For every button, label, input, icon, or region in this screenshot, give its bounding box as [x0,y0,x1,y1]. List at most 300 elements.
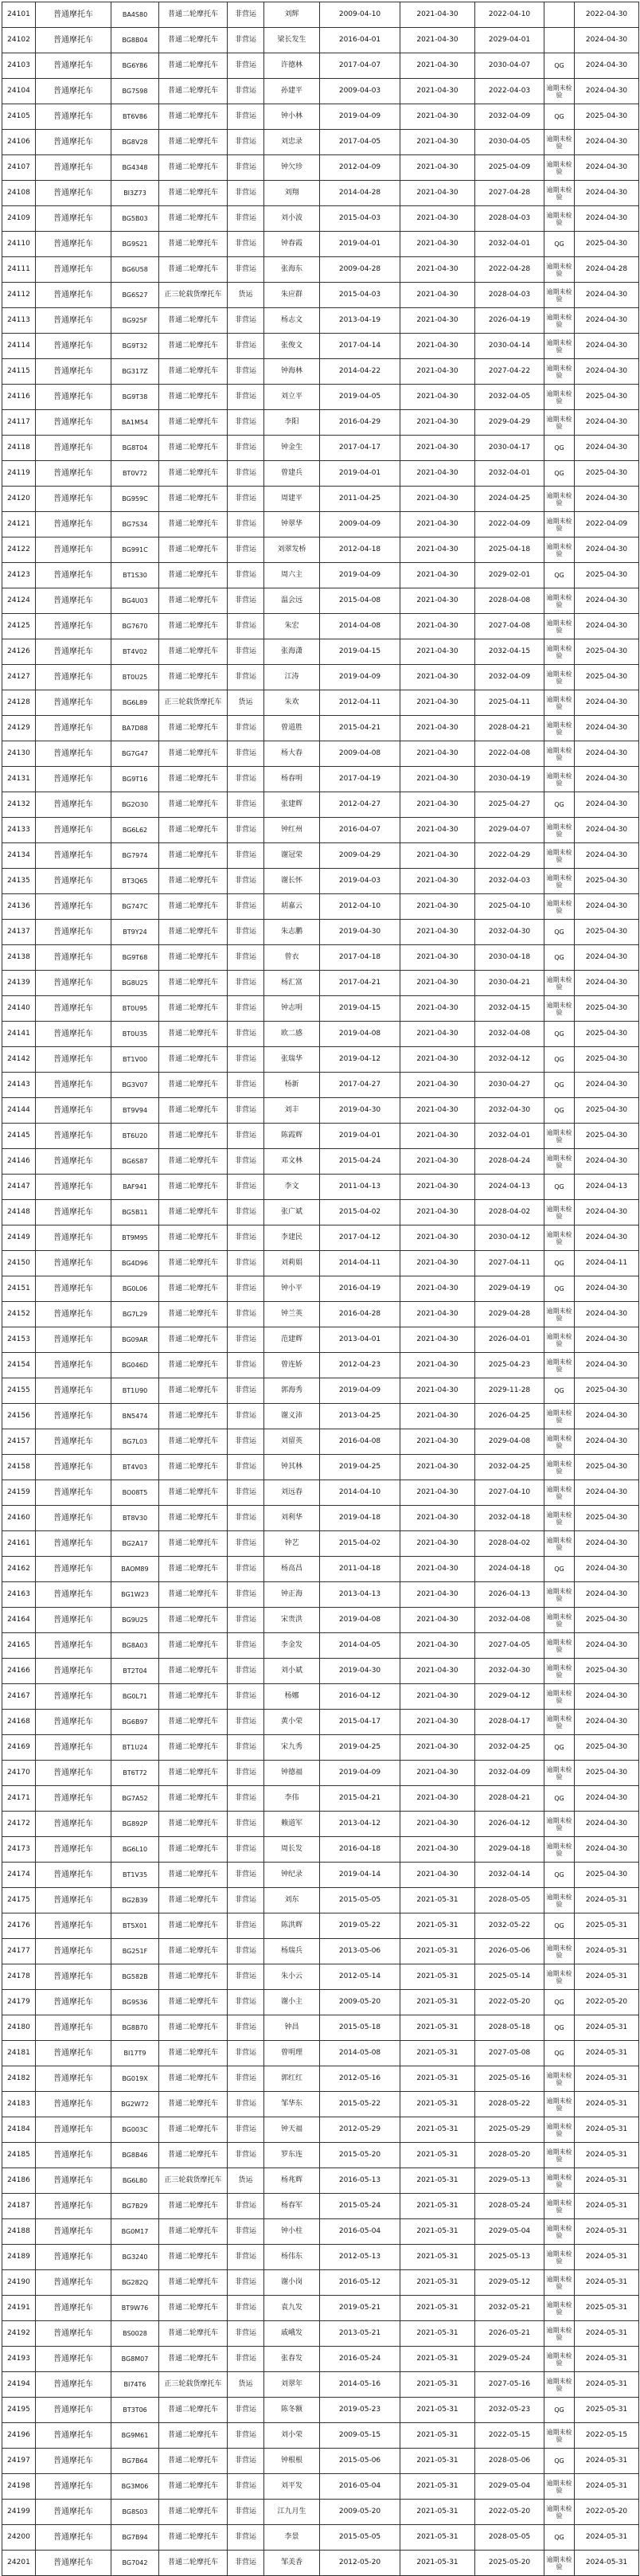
serial-cell: 24128 [2,690,36,716]
serial-cell: 24149 [2,1225,36,1251]
vehicle-class-cell: 普通二轮摩托车 [159,2066,228,2092]
serial-cell: 24154 [2,1353,36,1378]
serial-cell: 24175 [2,1888,36,1913]
vehicle-class-cell: 普通二轮摩托车 [159,2398,228,2423]
vehicle-type-cell: 普通摩托车 [36,1735,111,1761]
serial-cell: 24178 [2,1964,36,1990]
serial-cell: 24119 [2,461,36,487]
register-date-cell: 2015-04-21 [320,716,400,741]
plate-cell: BG6S27 [111,283,159,308]
valid-until-cell: 2025-04-30 [575,104,639,130]
vehicle-class-cell: 普通二轮摩托车 [159,1200,228,1225]
vehicle-type-cell: 普通摩托车 [36,1786,111,1812]
table-row [2,1480,639,1506]
table-row [2,2270,639,2296]
owner-cell: 钟金生 [264,436,320,461]
scrap-date-cell: 2027-05-08 [475,2041,544,2066]
vehicle-class-cell: 普通二轮摩托车 [159,257,228,283]
status-cell: QG [544,2449,575,2474]
vehicle-type-cell: 普通摩托车 [36,1608,111,1633]
vehicle-class-cell: 普通二轮摩托车 [159,1353,228,1378]
scrap-date-cell: 2032-04-25 [475,1455,544,1480]
owner-cell: 朱宏 [264,614,320,639]
status-cell: 逾期未检验 [544,1837,575,1863]
usage-cell: 非营运 [228,920,264,945]
plate-cell: BT3T06 [111,2398,159,2423]
vehicle-class-cell: 普通二轮摩托车 [159,1684,228,1710]
vehicle-type-cell: 普通摩托车 [36,920,111,945]
serial-cell: 24108 [2,181,36,206]
owner-cell: 朱应群 [264,283,320,308]
scrap-date-cell: 2025-04-11 [475,690,544,716]
owner-cell: 张俊文 [264,334,320,359]
serial-cell: 24124 [2,588,36,614]
plate-cell: BG5B11 [111,1200,159,1225]
serial-cell: 24110 [2,232,36,257]
scrap-date-cell: 2032-04-08 [475,1608,544,1633]
status-cell: 逾期未检验 [544,308,575,334]
vehicle-class-cell: 普通二轮摩托车 [159,2551,228,2576]
valid-until-cell: 2024-04-30 [575,1684,639,1710]
inspect-date-cell: 2021-04-30 [400,843,475,869]
register-date-cell: 2019-04-15 [320,996,400,1022]
scrap-date-cell: 2022-04-09 [475,512,544,537]
usage-cell: 非营运 [228,1124,264,1149]
serial-cell: 24199 [2,2500,36,2525]
vehicle-class-cell: 普通二轮摩托车 [159,1786,228,1812]
valid-until-cell: 2024-05-31 [575,1939,639,1964]
valid-until-cell: 2024-04-30 [575,1812,639,1837]
vehicle-class-cell: 普通二轮摩托车 [159,2525,228,2551]
inspect-date-cell: 2021-05-31 [400,2500,475,2525]
vehicle-class-cell: 普通二轮摩托车 [159,308,228,334]
valid-until-cell: 2024-05-31 [575,2449,639,2474]
valid-until-cell: 2024-04-30 [575,1429,639,1455]
valid-until-cell: 2024-04-30 [575,334,639,359]
status-cell: QG [544,104,575,130]
register-date-cell: 2015-04-17 [320,1710,400,1735]
inspect-date-cell: 2021-05-31 [400,2143,475,2168]
owner-cell: 钟正海 [264,1582,320,1608]
valid-until-cell: 2024-04-30 [575,614,639,639]
plate-cell: BG3240 [111,2245,159,2270]
valid-until-cell: 2025-04-30 [575,1455,639,1480]
vehicle-class-cell: 普通二轮摩托车 [159,1990,228,2015]
register-date-cell: 2012-05-29 [320,2117,400,2143]
table-row [2,1225,639,1251]
vehicle-class-cell: 普通二轮摩托车 [159,155,228,181]
inspect-date-cell: 2021-04-30 [400,1557,475,1582]
status-cell: 逾期未检验 [544,2270,575,2296]
status-cell: 逾期未检验 [544,1812,575,1837]
valid-until-cell: 2022-05-15 [575,2423,639,2449]
inspect-date-cell: 2021-04-30 [400,283,475,308]
vehicle-class-cell: 普通二轮摩托车 [159,2500,228,2525]
vehicle-class-cell: 普通二轮摩托车 [159,792,228,818]
vehicle-class-cell: 普通二轮摩托车 [159,2449,228,2474]
vehicle-type-cell: 普通摩托车 [36,1506,111,1531]
status-cell [544,2,575,28]
table-row [2,869,639,894]
vehicle-register-table [2,2,639,2576]
plate-cell: BT8V30 [111,1506,159,1531]
owner-cell: 杨大春 [264,741,320,767]
table-row [2,894,639,920]
serial-cell: 24126 [2,639,36,665]
serial-cell: 24101 [2,2,36,28]
table-row [2,79,639,104]
register-date-cell: 2009-04-03 [320,79,400,104]
inspect-date-cell: 2021-04-30 [400,894,475,920]
usage-cell: 非营运 [228,563,264,588]
table-row [2,945,639,971]
owner-cell: 曾道胜 [264,716,320,741]
owner-cell: 杨春军 [264,2194,320,2219]
table-row [2,1939,639,1964]
register-date-cell: 2015-04-24 [320,1149,400,1175]
usage-cell: 非营运 [228,1506,264,1531]
scrap-date-cell: 2028-04-03 [475,206,544,232]
valid-until-cell: 2024-05-31 [575,1888,639,1913]
scrap-date-cell: 2028-04-03 [475,283,544,308]
serial-cell: 24145 [2,1124,36,1149]
serial-cell: 24173 [2,1837,36,1863]
valid-until-cell: 2024-04-30 [575,130,639,155]
table-row [2,1276,639,1302]
inspect-date-cell: 2021-04-30 [400,1429,475,1455]
vehicle-type-cell: 普通摩托车 [36,1761,111,1786]
table-row [2,1990,639,2015]
serial-cell: 24130 [2,741,36,767]
inspect-date-cell: 2021-04-30 [400,716,475,741]
vehicle-class-cell: 普通二轮摩托车 [159,1022,228,1047]
scrap-date-cell: 2032-05-22 [475,1913,544,1939]
valid-until-cell: 2024-05-31 [575,2194,639,2219]
register-date-cell: 2015-04-21 [320,1786,400,1812]
plate-cell: BA1M54 [111,410,159,436]
vehicle-type-cell: 普通摩托车 [36,436,111,461]
vehicle-class-cell: 普通二轮摩托车 [159,2474,228,2500]
plate-cell: BG2O30 [111,792,159,818]
vehicle-type-cell: 普通摩托车 [36,1149,111,1175]
owner-cell: 曾明理 [264,2041,320,2066]
table-row [2,181,639,206]
usage-cell: 非营运 [228,410,264,436]
scrap-date-cell: 2032-05-23 [475,2398,544,2423]
plate-cell: BG4D96 [111,1251,159,1276]
table-row [2,2092,639,2117]
inspect-date-cell: 2021-04-30 [400,792,475,818]
inspect-date-cell: 2021-04-30 [400,410,475,436]
table-row [2,1047,639,1073]
valid-until-cell: 2024-04-30 [575,1302,639,1327]
inspect-date-cell: 2021-04-30 [400,920,475,945]
register-date-cell: 2017-04-12 [320,1225,400,1251]
vehicle-class-cell: 普通二轮摩托车 [159,410,228,436]
serial-cell: 24155 [2,1378,36,1404]
valid-until-cell: 2024-04-30 [575,843,639,869]
scrap-date-cell: 2029-05-04 [475,2219,544,2245]
scrap-date-cell: 2030-04-12 [475,1225,544,1251]
status-cell: QG [544,436,575,461]
inspect-date-cell: 2021-04-30 [400,665,475,690]
inspect-date-cell: 2021-05-31 [400,1913,475,1939]
status-cell: 逾期未检验 [544,2551,575,2576]
register-date-cell: 2014-04-10 [320,1480,400,1506]
valid-until-cell: 2024-04-30 [575,1582,639,1608]
plate-cell: BG8T04 [111,436,159,461]
register-date-cell: 2016-04-01 [320,28,400,53]
table-row [2,843,639,869]
vehicle-type-cell: 普通摩托车 [36,716,111,741]
register-date-cell: 2012-04-11 [320,690,400,716]
plate-cell: BG7B94 [111,2525,159,2551]
table-row [2,512,639,537]
usage-cell: 非营运 [228,1582,264,1608]
vehicle-type-cell: 普通摩托车 [36,257,111,283]
owner-cell: 钟春霞 [264,232,320,257]
plate-cell: BT4V03 [111,1455,159,1480]
owner-cell: 邹美香 [264,2551,320,2576]
inspect-date-cell: 2021-04-30 [400,1225,475,1251]
status-cell: QG [544,232,575,257]
vehicle-class-cell: 普通二轮摩托车 [159,1455,228,1480]
plate-cell: BG9T16 [111,767,159,792]
valid-until-cell: 2025-04-30 [575,1378,639,1404]
register-date-cell: 2019-04-09 [320,665,400,690]
serial-cell: 24174 [2,1863,36,1888]
serial-cell: 24117 [2,410,36,436]
vehicle-type-cell: 普通摩托车 [36,359,111,385]
serial-cell: 24158 [2,1455,36,1480]
status-cell: 逾期未检验 [544,665,575,690]
vehicle-class-cell: 普通二轮摩托车 [159,385,228,410]
inspect-date-cell: 2021-05-31 [400,1964,475,1990]
vehicle-class-cell: 普通二轮摩托车 [159,2092,228,2117]
status-cell: 逾期未检验 [544,971,575,996]
vehicle-type-cell: 普通摩托车 [36,1175,111,1200]
valid-until-cell: 2024-05-31 [575,2270,639,2296]
register-date-cell: 2019-05-23 [320,2398,400,2423]
scrap-date-cell: 2029-05-24 [475,2347,544,2372]
register-date-cell: 2014-05-16 [320,2372,400,2398]
serial-cell: 24140 [2,996,36,1022]
serial-cell: 24152 [2,1302,36,1327]
valid-until-cell: 2025-04-30 [575,385,639,410]
inspect-date-cell: 2021-04-30 [400,1863,475,1888]
plate-cell: BG7042 [111,2551,159,2576]
table-row [2,1888,639,1913]
owner-cell: 宋九秀 [264,1735,320,1761]
plate-cell: BG582B [111,1964,159,1990]
status-cell: 逾期未检验 [544,741,575,767]
register-date-cell: 2019-04-30 [320,1659,400,1684]
valid-until-cell: 2022-04-09 [575,512,639,537]
vehicle-type-cell: 普通摩托车 [36,639,111,665]
status-cell: 逾期未检验 [544,2474,575,2500]
table-row [2,1404,639,1429]
status-cell: 逾期未检验 [544,410,575,436]
vehicle-class-cell: 普通二轮摩托车 [159,639,228,665]
status-cell: 逾期未检验 [544,155,575,181]
scrap-date-cell: 2032-04-01 [475,232,544,257]
register-date-cell: 2019-04-12 [320,1047,400,1073]
vehicle-type-cell: 普通摩托车 [36,2423,111,2449]
register-date-cell: 2015-05-20 [320,2143,400,2168]
register-date-cell: 2016-05-04 [320,2474,400,2500]
usage-cell: 非营运 [228,1990,264,2015]
serial-cell: 24112 [2,283,36,308]
inspect-date-cell: 2021-04-30 [400,1200,475,1225]
vehicle-class-cell: 普通二轮摩托车 [159,665,228,690]
usage-cell: 非营运 [228,334,264,359]
vehicle-type-cell: 普通摩托车 [36,1276,111,1302]
status-cell: QG [544,1735,575,1761]
vehicle-type-cell: 普通摩托车 [36,2194,111,2219]
table-row [2,2015,639,2041]
usage-cell: 非营运 [228,1608,264,1633]
owner-cell: 杨汇富 [264,971,320,996]
vehicle-type-cell: 普通摩托车 [36,971,111,996]
owner-cell: 邹华东 [264,2092,320,2117]
register-date-cell: 2019-04-18 [320,1506,400,1531]
vehicle-class-cell: 普通二轮摩托车 [159,232,228,257]
status-cell: 逾期未检验 [544,512,575,537]
serial-cell: 24196 [2,2423,36,2449]
valid-until-cell: 2024-05-31 [575,2372,639,2398]
serial-cell: 24186 [2,2168,36,2194]
inspect-date-cell: 2021-04-30 [400,1302,475,1327]
status-cell: QG [544,1098,575,1124]
vehicle-type-cell: 普通摩托车 [36,792,111,818]
status-cell: 逾期未检验 [544,1582,575,1608]
valid-until-cell: 2024-04-30 [575,588,639,614]
valid-until-cell: 2025-04-30 [575,1022,639,1047]
owner-cell: 郭海秀 [264,1378,320,1404]
usage-cell: 非营运 [228,869,264,894]
status-cell: QG [544,792,575,818]
plate-cell: BG282Q [111,2270,159,2296]
serial-cell: 24188 [2,2219,36,2245]
vehicle-type-cell: 普通摩托车 [36,1888,111,1913]
vehicle-type-cell: 普通摩托车 [36,1531,111,1557]
vehicle-class-cell: 普通二轮摩托车 [159,1098,228,1124]
plate-cell: BG251F [111,1939,159,1964]
status-cell: 逾期未检验 [544,2194,575,2219]
serial-cell: 24102 [2,28,36,53]
usage-cell: 非营运 [228,436,264,461]
owner-cell: 钟昌 [264,2015,320,2041]
vehicle-class-cell: 普通二轮摩托车 [159,1225,228,1251]
plate-cell: BT1S30 [111,563,159,588]
usage-cell: 货运 [228,690,264,716]
table-row [2,614,639,639]
owner-cell: 杨春明 [264,767,320,792]
vehicle-class-cell: 普通二轮摩托车 [159,894,228,920]
valid-until-cell: 2024-04-30 [575,359,639,385]
owner-cell: 刘辉 [264,2,320,28]
table-row [2,334,639,359]
scrap-date-cell: 2029-04-07 [475,818,544,843]
plate-cell: BG7S34 [111,512,159,537]
register-date-cell: 2015-04-02 [320,1200,400,1225]
valid-until-cell: 2024-04-30 [575,308,639,334]
table-row [2,2117,639,2143]
table-row [2,690,639,716]
valid-until-cell: 2024-04-30 [575,818,639,843]
status-cell: 逾期未检验 [544,1710,575,1735]
usage-cell: 货运 [228,2372,264,2398]
register-date-cell: 2015-05-05 [320,1888,400,1913]
owner-cell: 范建辉 [264,1327,320,1353]
table-row [2,1964,639,1990]
table-row [2,283,639,308]
plate-cell: BG0L71 [111,1684,159,1710]
scrap-date-cell: 2030-04-18 [475,945,544,971]
vehicle-type-cell: 普通摩托车 [36,28,111,53]
inspect-date-cell: 2021-05-31 [400,2296,475,2321]
table-row [2,1633,639,1659]
serial-cell: 24177 [2,1939,36,1964]
owner-cell: 钟根根 [264,2449,320,2474]
scrap-date-cell: 2029-11-28 [475,1378,544,1404]
register-date-cell: 2017-04-14 [320,334,400,359]
vehicle-type-cell: 普通摩托车 [36,1863,111,1888]
valid-until-cell: 2025-05-31 [575,1913,639,1939]
register-date-cell: 2011-04-18 [320,1557,400,1582]
table-row [2,920,639,945]
valid-until-cell: 2022-05-20 [575,1990,639,2015]
owner-cell: 郭红红 [264,2066,320,2092]
scrap-date-cell: 2029-04-19 [475,1276,544,1302]
vehicle-class-cell: 普通二轮摩托车 [159,1480,228,1506]
vehicle-type-cell: 普通摩托车 [36,487,111,512]
owner-cell: 张春发 [264,2347,320,2372]
serial-cell: 24153 [2,1327,36,1353]
vehicle-class-cell: 普通二轮摩托车 [159,2041,228,2066]
vehicle-class-cell: 普通二轮摩托车 [159,1327,228,1353]
inspect-date-cell: 2021-04-30 [400,537,475,563]
vehicle-type-cell: 普通摩托车 [36,1684,111,1710]
owner-cell: 邓文林 [264,1149,320,1175]
plate-cell: BG8B04 [111,28,159,53]
status-cell: 逾期未检验 [544,1455,575,1480]
inspect-date-cell: 2021-04-30 [400,945,475,971]
table-row [2,1327,639,1353]
scrap-date-cell: 2022-04-29 [475,843,544,869]
register-date-cell: 2015-04-08 [320,588,400,614]
plate-cell: BT9Y24 [111,920,159,945]
owner-cell: 杨伟东 [264,2245,320,2270]
table-row [2,2372,639,2398]
serial-cell: 24181 [2,2041,36,2066]
status-cell: QG [544,461,575,487]
table-row [2,2525,639,2551]
scrap-date-cell: 2030-04-17 [475,436,544,461]
usage-cell: 非营运 [228,1659,264,1684]
inspect-date-cell: 2021-04-30 [400,512,475,537]
table-row [2,1608,639,1633]
scrap-date-cell: 2026-04-01 [475,1327,544,1353]
register-date-cell: 2016-04-19 [320,1276,400,1302]
plate-cell: BT1U24 [111,1735,159,1761]
vehicle-type-cell: 普通摩托车 [36,2092,111,2117]
inspect-date-cell: 2021-05-31 [400,2423,475,2449]
register-date-cell: 2014-04-08 [320,614,400,639]
status-cell: 逾期未检验 [544,385,575,410]
serial-cell: 24164 [2,1608,36,1633]
vehicle-type-cell: 普通摩托车 [36,1480,111,1506]
